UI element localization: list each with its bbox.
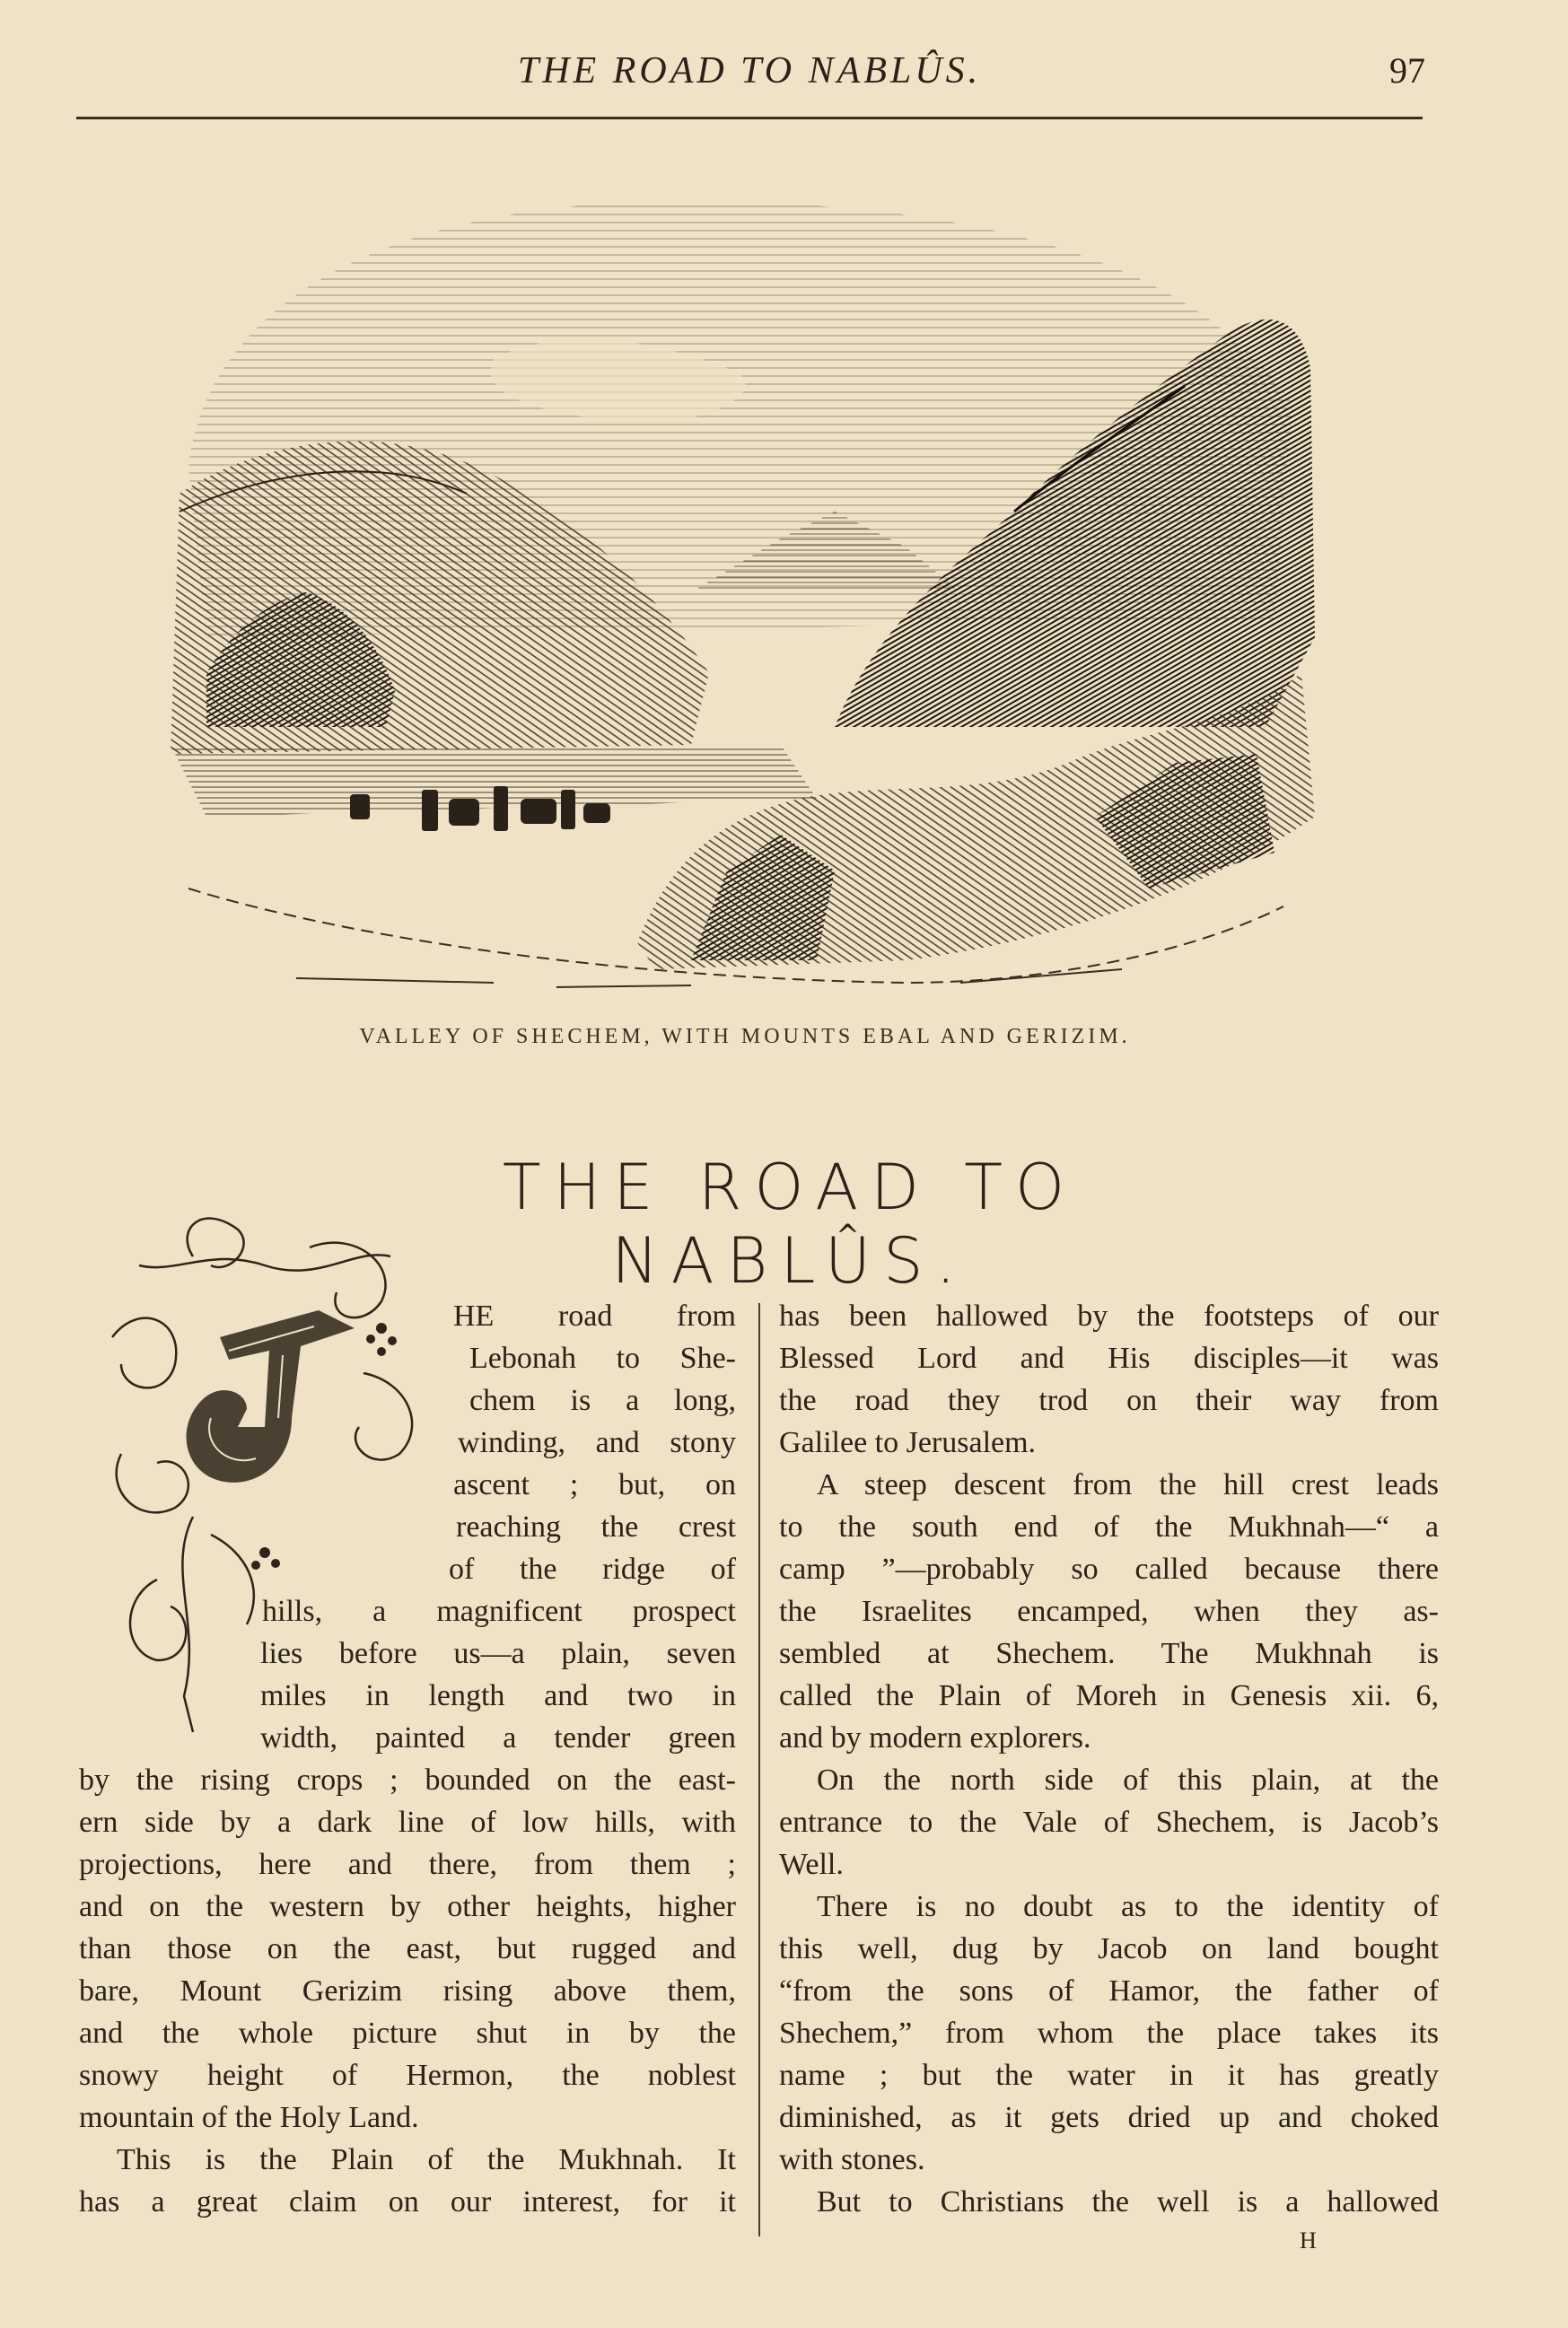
text-line: has been hallowed by the footsteps of our <box>779 1300 1439 1333</box>
text-line: But to Christians the well is a hallowed <box>817 2185 1439 2219</box>
text-line: bare, Mount Gerizim rising above them, <box>79 1974 736 2008</box>
text-line: than those on the east, but rugged and <box>79 1932 736 1965</box>
text-line: This is the Plain of the Mukhnah. It <box>117 2143 736 2176</box>
text-line: snowy height of Hermon, the noblest <box>79 2059 736 2092</box>
text-line: chem is a long, <box>469 1384 736 1417</box>
text-line: with stones. <box>779 2143 925 2176</box>
text-line: Lebonah to She- <box>469 1342 736 1375</box>
text-line: the road they trod on their way from <box>779 1384 1439 1417</box>
text-line: to the south end of the Mukhnah—“ a <box>779 1510 1439 1544</box>
text-line: and the whole picture shut in by the <box>79 2017 736 2050</box>
text-line: diminished, as it gets dried up and choked <box>779 2101 1439 2134</box>
text-line: the Israelites encamped, when they as- <box>779 1595 1439 1628</box>
text-line: has a great claim on our interest, for it <box>79 2185 736 2219</box>
text-line: lies before us—a plain, seven <box>260 1637 736 1670</box>
text-line: ern side by a dark line of low hills, with <box>79 1806 736 1839</box>
illustration-caption: VALLEY OF SHECHEM, WITH MOUNTS EBAL AND GERIZIM. <box>359 1025 1131 1048</box>
text-line: ascent ; but, on <box>453 1468 736 1501</box>
text-line: and on the western by other heights, higher <box>79 1890 736 1923</box>
text-line: mountain of the Holy Land. <box>79 2101 419 2134</box>
text-line: HE road from <box>453 1300 736 1333</box>
text-line: On the north side of this plain, at the <box>817 1764 1439 1797</box>
text-line: called the Plain of Moreh in Genesis xii. 6, <box>779 1679 1439 1712</box>
article-title: THE ROAD TO NABLÛS. <box>502 1151 1078 1298</box>
valley-engraving <box>153 171 1337 1014</box>
text-line: Galilee to Jerusalem. <box>779 1426 1037 1459</box>
signature-mark: H <box>1300 2227 1317 2254</box>
running-title: THE ROAD TO NABLÛS. <box>517 50 982 92</box>
text-line: “from the sons of Hamor, the father of <box>779 1974 1439 2008</box>
text-line: sembled at Shechem. The Mukhnah is <box>779 1637 1439 1670</box>
text-line: entrance to the Vale of Shechem, is Jacob’s <box>779 1806 1439 1839</box>
header-rule <box>76 117 1423 119</box>
text-line: winding, and stony <box>458 1426 736 1459</box>
text-line: Well. <box>779 1848 844 1881</box>
text-line: of the ridge of <box>449 1553 736 1586</box>
text-line: There is no doubt as to the identity of <box>817 1890 1439 1923</box>
column-rule <box>758 1303 760 2236</box>
running-head <box>76 49 1423 103</box>
text-line: hills, a magnificent prospect <box>262 1595 736 1628</box>
text-line: and by modern explorers. <box>779 1721 1091 1755</box>
page-number: 97 <box>1389 50 1425 91</box>
text-line: miles in length and two in <box>260 1679 736 1712</box>
text-line: reaching the crest <box>456 1510 736 1544</box>
text-line: Shechem,” from whom the place takes its <box>779 2017 1439 2050</box>
text-line: camp ”—probably so called because there <box>779 1553 1439 1586</box>
text-line: Blessed Lord and His disciples—it was <box>779 1342 1439 1375</box>
text-line: this well, dug by Jacob on land bought <box>779 1932 1439 1965</box>
text-line: width, painted a tender green <box>260 1721 736 1755</box>
text-line: by the rising crops ; bounded on the east- <box>79 1764 736 1797</box>
text-line: name ; but the water in it has greatly <box>779 2059 1439 2092</box>
text-line: projections, here and there, from them ; <box>79 1848 736 1881</box>
text-line: A steep descent from the hill crest leads <box>817 1468 1439 1501</box>
